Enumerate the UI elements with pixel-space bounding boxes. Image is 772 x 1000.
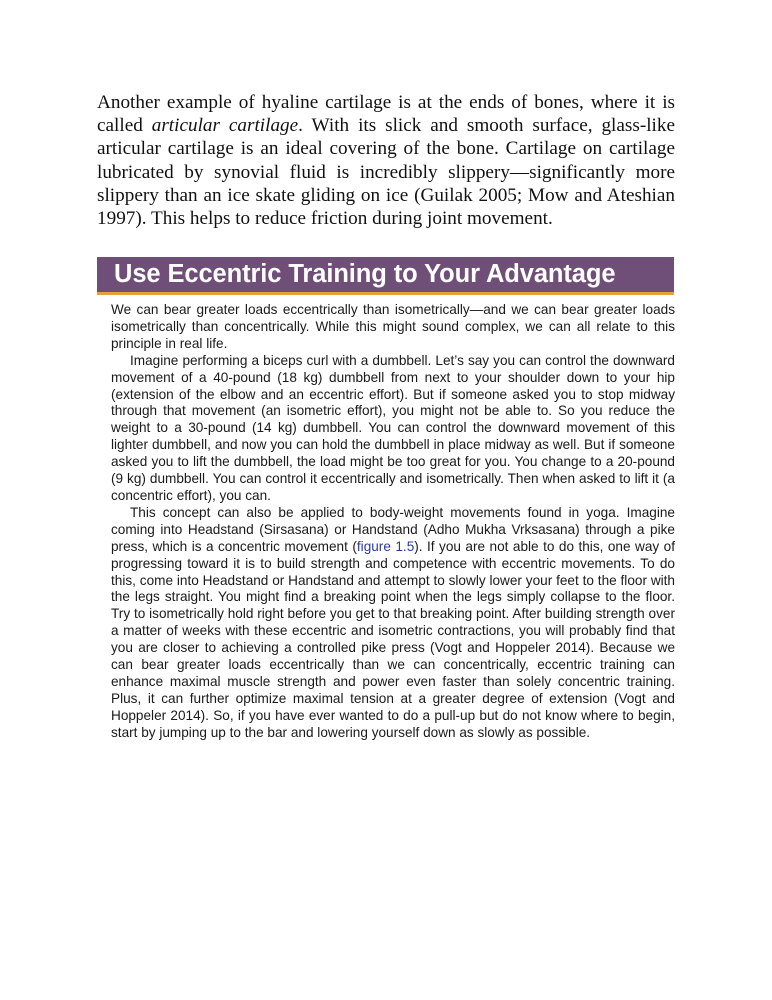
paragraph-3-text-start: This concept can also be applied to body-weight movements found in yoga. Imagine coming into Headstand (Sirsasana) or Handstand (Adho Mukha Vrksasana) through a pike press, which is a concentric movement ( [111, 504, 675, 554]
section-heading: Use Eccentric Training to Your Advantage [114, 260, 616, 288]
figure-1-5-link[interactable]: figure 1.5 [356, 538, 415, 554]
section-heading-banner [97, 257, 674, 295]
intro-paragraph [97, 91, 675, 230]
intro-text-start: Another example of hyaline cartilage is at the ends of bones, where it is called [97, 92, 675, 137]
section-body [111, 302, 675, 742]
body-paragraph-3 [111, 505, 675, 742]
intro-text-end: . With its slick and smooth surface, glass-like articular cartilage is an ideal covering of the bone. Cartilage on cartilage lubricated by synovial fluid is incredibly slippery—significantly more slippery than an ice skate gliding on ice (Guilak 2005; Mow and Ateshian 1997). This helps to reduce friction during joint movement. [97, 115, 675, 230]
body-paragraph-1: We can bear greater loads eccentrically than isometrically—and we can bear greater loads isometrically than concentrically. While this might sound complex, we can all relate to this principle in real life. [111, 302, 675, 351]
paragraph-3-text-end: ). If you are not able to do this, one way of progressing toward it is to build strength and competence with eccentric movements. To do this, come into Headstand or Handstand and attempt to slowly lower your feet to the floor with the legs straight. You might find a breaking point when the legs simply collapse to the floor. Try to isometrically hold right before you get to that breaking point. After building strength over a matter of weeks with these eccentric and isometric contractions, you will probably find that you are closer to achieving a controlled pike press (Vogt and Hoppeler 2014). Because we can bear greater loads eccentrically than we can concentrically, eccentric training can enhance maximal muscle strength and power even faster than solely concentric training. Plus, it can further optimize maximal tension at a greater degree of extension (Vogt and Hoppeler 2014). So, if you have ever wanted to do a pull-up but do not know where to begin, start by jumping up to the bar and lowering yourself down as slowly as possible. [111, 538, 675, 740]
body-paragraph-2: Imagine performing a biceps curl with a dumbbell. Let’s say you can control the downward movement of a 40-pound (18 kg) dumbbell from next to your shoulder down to your hip (extension of the elbow and an eccentric effort). But if someone asked you to stop midway through that movement (an isometric effort), you might not be able to. So you reduce the weight to a 30-pound (14 kg) dumbbell. You can control the downward movement of this lighter dumbbell, and now you can hold the dumbbell in place midway as well. But if someone asked you to lift the dumbbell, the load might be too great for you. You change to a 20-pound (9 kg) dumbbell. You can control it eccentrically and isometrically. Then when asked to lift it (a concentric effort), you can. [111, 352, 675, 503]
articular-cartilage-term: articular cartilage [151, 115, 299, 137]
